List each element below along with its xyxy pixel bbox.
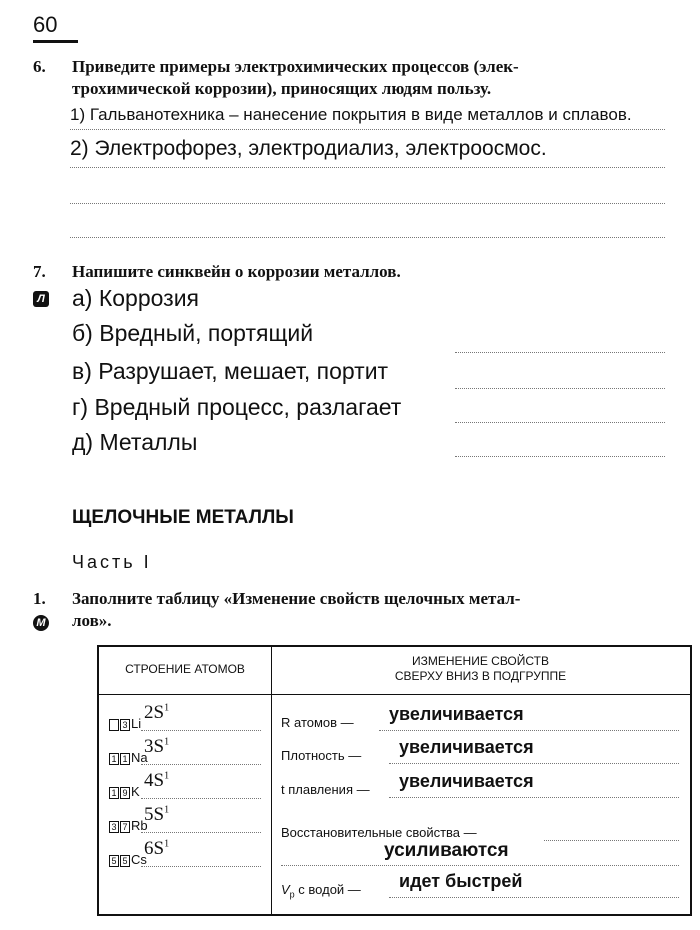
property-answer[interactable]: усиливаются bbox=[384, 840, 509, 861]
config-exponent: 1 bbox=[164, 702, 170, 714]
answer-line bbox=[70, 237, 665, 238]
answer-line bbox=[70, 167, 665, 168]
answer-7-d[interactable]: г) Вредный процесс, разлагает bbox=[72, 394, 402, 420]
part-label: Часть I bbox=[72, 552, 152, 572]
col1-header: СТРОЕНИЕ АТОМОВ bbox=[125, 662, 245, 676]
question-6-number: 6. bbox=[33, 57, 46, 76]
section-title: ЩЕЛОЧНЫЕ МЕТАЛЛЫ bbox=[72, 507, 294, 528]
prop-label: Восстановительные свойства — bbox=[281, 825, 477, 840]
answer-6-1[interactable]: 1) Гальванотехника – нанесение покрытия в виде металлов и сплавов. bbox=[70, 105, 632, 124]
answer-line bbox=[389, 763, 679, 764]
page-number: 60 bbox=[33, 12, 58, 37]
atomic-number-digit: 3 bbox=[120, 719, 130, 731]
element-row bbox=[109, 852, 147, 867]
element-row bbox=[109, 716, 141, 731]
badge-l-icon: Л bbox=[33, 291, 49, 307]
prop-label: R атомов — bbox=[281, 715, 354, 730]
config-exponent: 1 bbox=[164, 736, 170, 748]
question-7-number: 7. bbox=[33, 262, 46, 281]
page-number-rule bbox=[33, 40, 78, 43]
answer-line bbox=[379, 730, 679, 731]
property-row bbox=[281, 715, 354, 730]
property-row bbox=[281, 782, 370, 797]
element-row bbox=[109, 750, 148, 765]
question-7-text: Напишите синквейн о коррозии металлов. bbox=[72, 262, 401, 281]
answer-line bbox=[455, 352, 665, 353]
answer-line bbox=[455, 456, 665, 457]
question-1-text-1: Заполните таблицу «Изменение свойств щелочных метал- bbox=[72, 589, 521, 608]
prop-label: t плавления — bbox=[281, 782, 370, 797]
element-symbol: Rb bbox=[131, 818, 148, 833]
property-answer[interactable]: идет быстрей bbox=[399, 871, 523, 891]
atomic-number-digit: 1 bbox=[109, 753, 119, 765]
answer-line bbox=[70, 129, 665, 130]
config-exponent: 1 bbox=[164, 838, 170, 850]
answer-7-a[interactable]: а) Коррозия bbox=[72, 285, 199, 311]
electron-config[interactable] bbox=[144, 838, 169, 860]
col2-header-1: ИЗМЕНЕНИЕ СВОЙСТВ bbox=[411, 654, 549, 668]
electron-config[interactable] bbox=[144, 702, 169, 724]
element-row bbox=[109, 818, 148, 833]
atomic-number-digit: 5 bbox=[109, 855, 119, 867]
config-text: 6S bbox=[144, 838, 165, 859]
config-text: 5S bbox=[144, 804, 165, 825]
answer-line bbox=[389, 797, 679, 798]
property-answer[interactable]: увеличивается bbox=[399, 737, 534, 757]
answer-line bbox=[141, 832, 261, 833]
electron-config[interactable] bbox=[144, 736, 169, 758]
atomic-number-digit: 1 bbox=[120, 753, 130, 765]
answer-line bbox=[281, 865, 679, 866]
col2-header-2: СВЕРХУ ВНИЗ В ПОДГРУППЕ bbox=[394, 669, 567, 683]
answer-line bbox=[389, 897, 679, 898]
property-row bbox=[281, 825, 477, 840]
answer-6-2[interactable]: 2) Электрофорез, электродиализ, электроосмос. bbox=[70, 137, 547, 160]
question-6-text-1: Приведите примеры электрохимических процессов (элек- bbox=[72, 57, 519, 76]
answer-line bbox=[141, 866, 261, 867]
config-exponent: 1 bbox=[164, 770, 170, 782]
atomic-number-digit: 1 bbox=[109, 787, 119, 799]
config-text: 4S bbox=[144, 770, 165, 791]
property-row bbox=[281, 882, 361, 900]
answer-line bbox=[544, 840, 679, 841]
answer-line bbox=[141, 798, 261, 799]
prop-sub: p bbox=[289, 889, 295, 900]
answer-7-b[interactable]: б) Вредный, портящий bbox=[72, 320, 314, 346]
answer-line bbox=[455, 388, 665, 389]
atomic-number-digit bbox=[109, 719, 119, 731]
atomic-number-digit: 9 bbox=[120, 787, 130, 799]
config-text: 3S bbox=[144, 736, 165, 757]
question-1-text-2: лов». bbox=[72, 611, 112, 630]
answer-line bbox=[70, 203, 665, 204]
atomic-number-digit: 3 bbox=[109, 821, 119, 833]
question-6-text-2: трохимической коррозии), приносящих людям пользу. bbox=[72, 79, 492, 98]
config-text: 2S bbox=[144, 702, 165, 723]
atomic-number-digit: 7 bbox=[120, 821, 130, 833]
prop-label: V bbox=[281, 882, 290, 897]
element-symbol: Cs bbox=[131, 852, 147, 867]
prop-label: Плотность — bbox=[281, 748, 362, 763]
answer-line bbox=[141, 730, 261, 731]
answer-line bbox=[141, 764, 261, 765]
badge-m-icon: М bbox=[33, 615, 49, 631]
answer-line bbox=[455, 422, 665, 423]
element-row bbox=[109, 784, 140, 799]
electron-config[interactable] bbox=[144, 770, 169, 792]
atomic-number-digit: 5 bbox=[120, 855, 130, 867]
element-symbol: Li bbox=[131, 716, 142, 731]
property-answer[interactable]: увеличивается bbox=[399, 771, 534, 791]
alkali-metals-table bbox=[97, 645, 692, 916]
element-symbol: K bbox=[131, 784, 140, 799]
question-1-number: 1. bbox=[33, 589, 46, 608]
element-symbol: Na bbox=[131, 750, 148, 765]
answer-7-e[interactable]: д) Металлы bbox=[72, 429, 198, 455]
answer-7-c[interactable]: в) Разрушает, мешает, портит bbox=[72, 358, 389, 384]
electron-config[interactable] bbox=[144, 804, 169, 826]
property-answer[interactable]: увеличивается bbox=[389, 704, 524, 724]
config-exponent: 1 bbox=[164, 804, 170, 816]
prop-label-rest: с водой — bbox=[294, 882, 361, 897]
property-row bbox=[281, 748, 361, 763]
